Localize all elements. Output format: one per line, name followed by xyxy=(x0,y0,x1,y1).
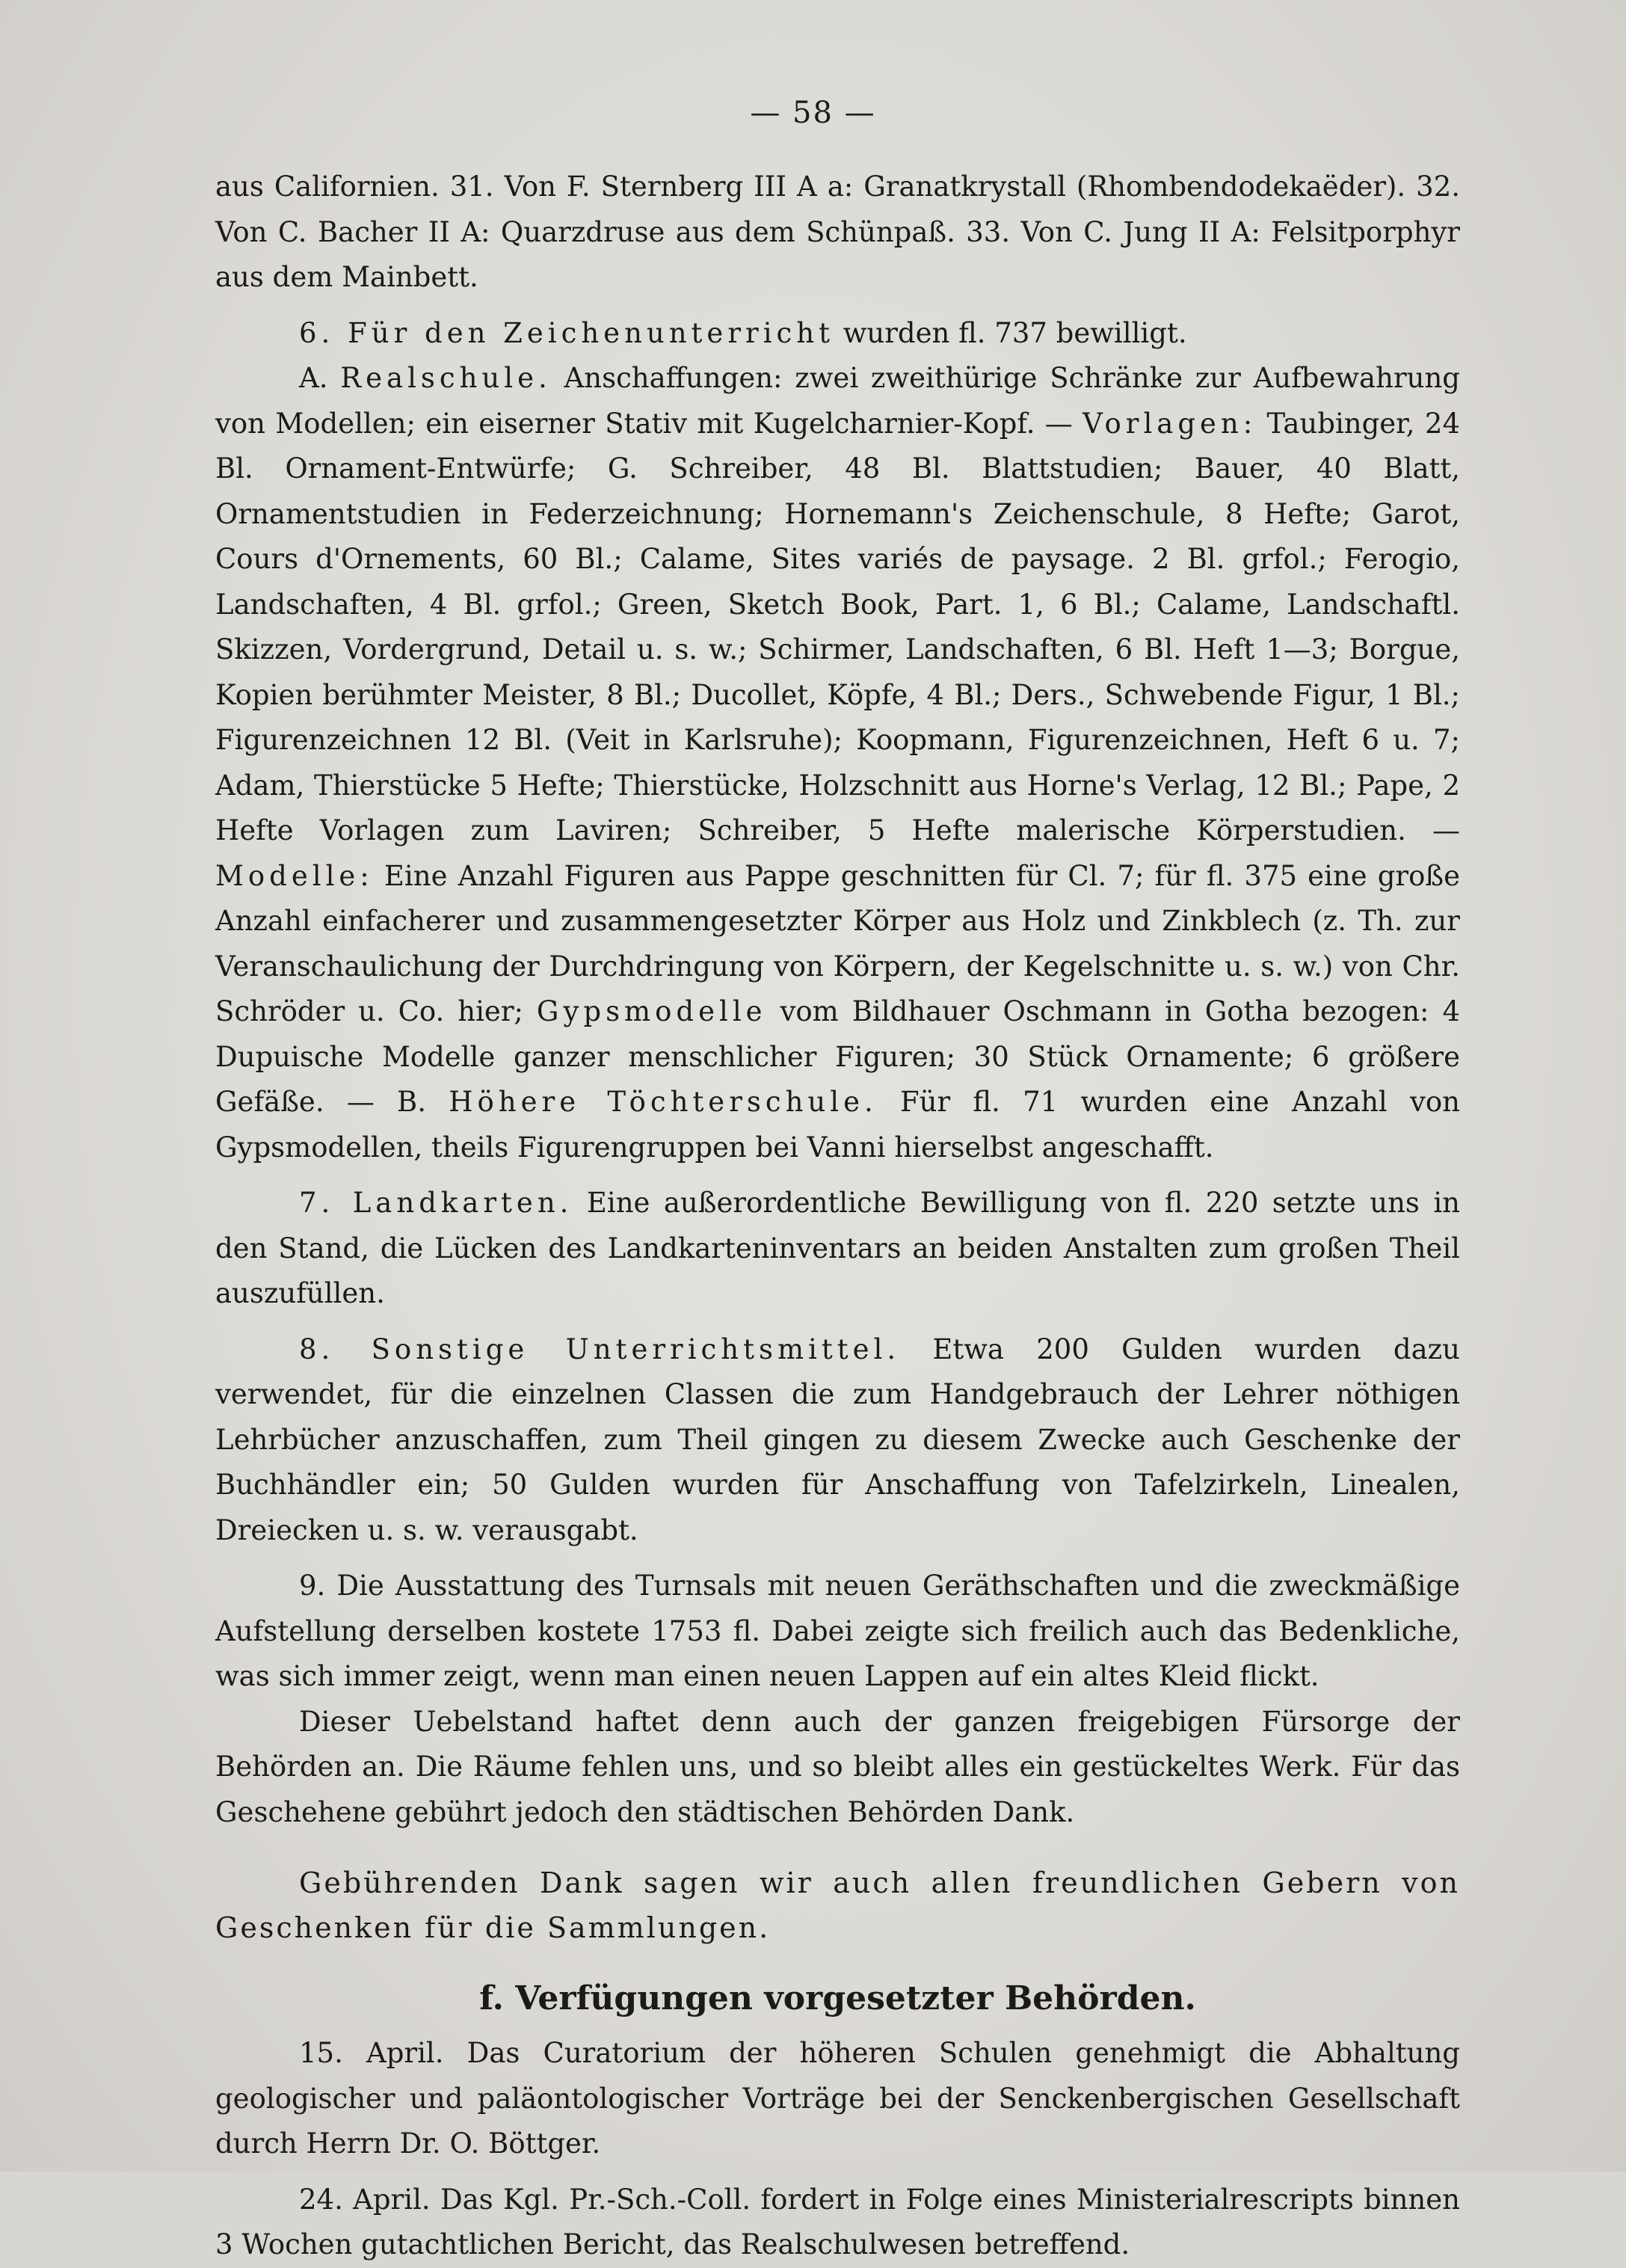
paragraph-realschule xyxy=(215,356,1460,1170)
paragraph-shortcoming: Dieser Uebelstand haftet denn auch der ganzen freigebigen Fürsorge der Behörden an. Die Räume fehlen uns, und so bleibt alles ein gestückeltes Werk. Für das Geschehene gebührt jedoch den städtischen Behörden Dank. xyxy=(215,1705,1460,1828)
page-number: — 58 — xyxy=(750,96,876,130)
templates-list: Taubinger, 24 Bl. Ornament-Entwürfe; G. Schreiber, 48 Bl. Blattstudien; Bauer, 40 Blatt, Ornamentstudien in Federzeichnung; Hornemann's Zeichenschule, 8 Hefte; Garot, Cours d'Ornements, 60 Bl.; Calame, Sites variés de paysage. 2 Bl. grfol.; Ferogio, Landschaften, 4 Bl. grfol.; Green, Sketch Book, Part. 1, 6 Bl.; Calame, Landschaftl. Skizzen, Vordergrund, Detail u. s. w.; Schirmer, Landschaften, 6 Bl. Heft 1—3; Borgue, Kopien berühmter Meister, 8 Bl.; Ducollet, Köpfe, 4 Bl.; Ders., Schwebende Figur, 1 Bl.; Figurenzeichnen 12 Bl. (Veit in Karlsruhe); Koopmann, Figurenzeichnen, Heft 6 u. 7; Adam, Thierstücke 5 Hefte; Thierstücke, Holzschnitt aus Horne's Verlag, 12 Bl.; Pape, 2 Hefte Vorlagen zum Laviren; Schreiber, 5 Hefte malerische Körperstudien. — xyxy=(215,407,1460,846)
other-materials-label: 8. Sonstige Unterrichtsmittel. xyxy=(299,1333,901,1365)
entry-april-24: 24. April. Das Kgl. Pr.-Sch.-Coll. fordert in Folge eines Ministerialrescripts binnen 3 Wochen gutachtlichen Bericht, das Realschulwesen betreffend. xyxy=(215,2183,1460,2261)
templates-label: Vorlagen: xyxy=(1083,407,1257,440)
section-heading: f. Verfügungen vorgesetzter Behörden. xyxy=(479,1979,1196,2017)
paragraph-minerals: aus Californien. 31. Von F. Sternberg III A a: Granatkrystall (Rhombendodekaëder). 32. Von C. Bacher II A: Quarzdruse aus dem Schünpaß. 33. Von C. Jung II A: Felsitporphyr aus dem Mainbett. xyxy=(215,170,1460,293)
models-list: Eine Anzahl Figuren aus Pappe geschnitten für Cl. 7; für fl. 375 eine große Anzahl einfacherer und zusammengesetzter Körper aus Holz und Zinkblech (z. Th. zur Veranschaulichung der Durchdringung von Körpern, der Kegelschnitte u. s. w.) von Chr. Schröder u. Co. hier; xyxy=(215,859,1460,1027)
paragraph-gymnasium: 9. Die Ausstattung des Turnsals mit neuen Geräthschaften und die zweckmäßige Aufstellung derselben kostete 1753 fl. Dabei zeigte sich freilich auch das Bedenkliche, was sich immer zeigt, wenn man einen neuen Lappen auf ein altes Kleid flickt. xyxy=(215,1570,1460,1692)
paragraph-thanks: Gebührenden Dank sagen wir auch allen freundlichen Gebern von Geschenken für die Sammlungen. xyxy=(215,1866,1460,1944)
maps-text: Eine außerordentliche Bewilligung von fl. 220 setzte uns in den Stand, die Lücken des Landkarteninventars an beiden Anstalten zum großen Theil auszufüllen. xyxy=(215,1187,1461,1309)
paragraph-drawing-instruction xyxy=(215,311,1460,357)
realschule-acquisitions: Anschaffungen: zwei zweithürige Schränke zur Aufbewahrung von Modellen; ein eiserner Stativ mit Kugelcharnier-Kopf. — xyxy=(215,362,1460,440)
maps-label: 7. Landkarten. xyxy=(299,1187,573,1219)
drawing-instruction-text: wurden fl. 737 bewilligt. xyxy=(834,316,1187,349)
page-body xyxy=(215,165,1460,2268)
entry-april-15: 15. April. Das Curatorium der höheren Schulen genehmigt die Abhaltung geologischer und paläontologischer Vorträge bei der Senckenbergischen Gesellschaft durch Herrn Dr. O. Böttger. xyxy=(215,2037,1460,2160)
models-label: Modelle: xyxy=(215,859,374,892)
realschule-label: Realschule. xyxy=(340,362,552,394)
plaster-models-label: Gypsmodelle xyxy=(536,995,767,1027)
other-materials-text: Etwa 200 Gulden wurden dazu verwendet, für die einzelnen Classen die zum Handgebrauch der Lehrer nöthigen Lehrbücher anzuschaffen, zum Theil gingen zu diesem Zwecke auch Geschenke der Buchhändler ein; 50 Gulden wurden für Anschaffung von Tafelzirkeln, Linealen, Dreiecken u. s. w. verausgabt. xyxy=(215,1333,1460,1546)
girls-school-text: Für fl. 71 wurden eine Anzahl von Gypsmodellen, theils Figurengruppen bei Vanni hierselbst angeschafft. xyxy=(215,1086,1460,1164)
girls-school-label: Höhere Töchterschule. xyxy=(449,1086,878,1118)
paragraph-maps xyxy=(215,1181,1460,1317)
realschule-prefix: A. xyxy=(299,362,341,394)
plaster-models-list: vom Bildhauer Oschmann in Gotha bezogen: 4 Dupuische Modelle ganzer menschlicher Figuren; 30 Stück Ornamente; 6 größere Gefäße. — B. xyxy=(215,995,1460,1118)
drawing-instruction-label: 6. Für den Zeichenunterricht xyxy=(299,316,834,349)
paragraph-other-materials xyxy=(215,1327,1460,1554)
